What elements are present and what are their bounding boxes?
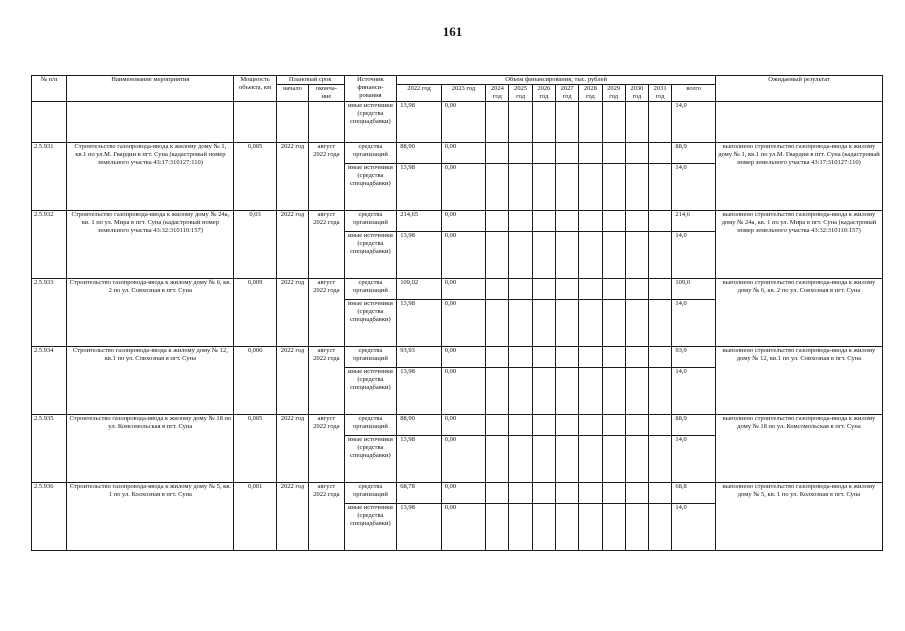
header-period: Плановый срок — [276, 76, 344, 85]
item-capacity: 0,001 — [234, 483, 276, 551]
value-2022: 13,98 — [397, 436, 442, 483]
source-cell: иные источники (средства спецнадбавки) — [344, 164, 397, 211]
source-cell: иные источники (средства спецнадбавки) — [344, 368, 397, 415]
item-number: 2.5.936 — [32, 483, 67, 551]
item-name: Строительство газопровода-ввода к жилому дому № 24а, кв. 1 по ул. Мира в пгт. Суна (кадастровый номер земельного участка 43:32:310110:157) — [67, 211, 234, 279]
header-year: 2024 год — [486, 85, 509, 102]
value-total: 14,0 — [672, 300, 716, 347]
item-result: выполнено строительство газопровода-ввода к жилому дому № 5, кв. 1 по ул. Колхозная в пгт. Суна — [715, 483, 882, 551]
value-2023: 0,00 — [441, 164, 486, 211]
value-total: 68,8 — [672, 483, 716, 504]
carryover-row — [32, 102, 883, 143]
value-total: 14,0 — [672, 164, 716, 211]
item-name: Строительство газопровода-ввода к жилому дому № 12, кв.1 по ул. Совхозная в пгт. Суна — [67, 347, 234, 415]
item-capacity: 0,005 — [234, 415, 276, 483]
source-cell: иные источники (средства спецнадбавки) — [344, 232, 397, 279]
item-end: август 2022 года — [309, 279, 344, 347]
item-name: Строительство газопровода-ввода к жилому дому № 1, кв.1 по ул.М. Гвардии в пгт. Суна (кадастровый номер земельного участка 43:17:310127:110) — [67, 143, 234, 211]
source-cell: иные источники (средства спецнадбавки) — [344, 504, 397, 551]
value-2023: 0,00 — [441, 347, 486, 368]
header-result: Ожидаемый результат — [715, 76, 882, 102]
item-end: август 2022 года — [309, 415, 344, 483]
source-cell: средства организаций — [344, 347, 397, 368]
header-year: 2025 год — [509, 85, 532, 102]
header-volume: Объем финансирования, тыс. рублей — [397, 76, 716, 85]
header-year: 2030 год — [625, 85, 648, 102]
item-start: 2022 год — [276, 347, 308, 415]
value-2023: 0,00 — [441, 102, 486, 143]
table-row — [32, 415, 883, 436]
header-year: 2029 год — [602, 85, 625, 102]
item-start: 2022 год — [276, 483, 308, 551]
table-row — [32, 279, 883, 300]
source-cell: иные источники (средства спецнадбавки) — [344, 102, 397, 143]
value-2023: 0,00 — [441, 368, 486, 415]
value-2023: 0,00 — [441, 504, 486, 551]
value-2022: 13,98 — [397, 102, 442, 143]
source-cell: средства организаций — [344, 483, 397, 504]
page-number: 161 — [442, 24, 463, 39]
item-capacity: 0,006 — [234, 347, 276, 415]
value-2023: 0,00 — [441, 143, 486, 164]
header-year: 2027 год — [555, 85, 578, 102]
item-number: 2.5.934 — [32, 347, 67, 415]
value-2022: 13,98 — [397, 368, 442, 415]
item-number: 2.5.931 — [32, 143, 67, 211]
header-no: № п/п — [32, 76, 67, 102]
table-row — [32, 143, 883, 164]
header-year: 2022 год — [397, 85, 442, 102]
item-name: Строительство газопровода-ввода к жилому дому № 18 по ул. Комсомольская в пгт. Суна — [67, 415, 234, 483]
header-year: 2028 год — [579, 85, 602, 102]
table-row — [32, 483, 883, 504]
item-result: выполнено строительство газопровода-ввода к жилому дому № 24а, кв. 1 по ул. Мира в пгт. Суна (кадастровый номер земельного участка 43:32:310110:157) — [715, 211, 882, 279]
value-2023: 0,00 — [441, 415, 486, 436]
item-end: август 2022 года — [309, 347, 344, 415]
value-2022: 88,90 — [397, 415, 442, 436]
item-capacity: 0,009 — [234, 279, 276, 347]
item-start: 2022 год — [276, 211, 308, 279]
item-result: выполнено строительство газопровода-ввода к жилому дому № 6, кв. 2 по ул. Совхозная в пгт. Суна — [715, 279, 882, 347]
item-capacity: 0,03 — [234, 211, 276, 279]
source-cell: средства организаций — [344, 279, 397, 300]
item-name: Строительство газопровода-ввода к жилому дому № 5, кв. 1 по ул. Колхозная в пгт. Суна — [67, 483, 234, 551]
item-number: 2.5.932 — [32, 211, 67, 279]
source-cell: средства организаций — [344, 415, 397, 436]
source-cell: иные источники (средства спецнадбавки) — [344, 300, 397, 347]
value-2022: 214,65 — [397, 211, 442, 232]
header-period-end: оконча-ние — [309, 85, 344, 102]
value-2023: 0,00 — [441, 232, 486, 279]
item-number: 2.5.935 — [32, 415, 67, 483]
header-year: 2023 год — [441, 85, 486, 102]
source-cell: средства организаций — [344, 211, 397, 232]
financing-table — [31, 75, 883, 551]
value-total: 88,9 — [672, 415, 716, 436]
header-period-start: начало — [276, 85, 308, 102]
value-2023: 0,00 — [441, 211, 486, 232]
item-start: 2022 год — [276, 415, 308, 483]
value-2022: 13,98 — [397, 164, 442, 211]
table-row — [32, 347, 883, 368]
value-2022: 88,90 — [397, 143, 442, 164]
item-name: Строительство газопровода-ввода к жилому дому № 6, кв. 2 по ул. Совхозная в пгт. Суна — [67, 279, 234, 347]
value-2022: 13,98 — [397, 232, 442, 279]
value-total: 14,0 — [672, 368, 716, 415]
value-2022: 13,98 — [397, 300, 442, 347]
table-row — [32, 211, 883, 232]
header-total: всего — [672, 85, 716, 102]
header-name: Наименование мероприятия — [67, 76, 234, 102]
value-2023: 0,00 — [441, 300, 486, 347]
item-end: август 2022 года — [309, 211, 344, 279]
value-2022: 68,78 — [397, 483, 442, 504]
item-start: 2022 год — [276, 279, 308, 347]
value-2022: 109,02 — [397, 279, 442, 300]
source-cell: средства организаций — [344, 143, 397, 164]
source-cell: иные источники (средства спецнадбавки) — [344, 436, 397, 483]
header-year: 2026 год — [532, 85, 555, 102]
value-total: 88,9 — [672, 143, 716, 164]
value-2022: 13,98 — [397, 504, 442, 551]
item-result: выполнено строительство газопровода-ввода к жилому дому № 1, кв.1 по ул.М. Гвардии в пгт. Суна (кадастровый номер земельного участка 43:17:310127:110) — [715, 143, 882, 211]
item-result: выполнено строительство газопровода-ввода к жилому дому № 12, кв.1 по ул. Совхозная в пгт. Суна — [715, 347, 882, 415]
value-total: 214,6 — [672, 211, 716, 232]
item-capacity: 0,005 — [234, 143, 276, 211]
value-total: 14,0 — [672, 232, 716, 279]
value-2022: 93,93 — [397, 347, 442, 368]
value-2023: 0,00 — [441, 279, 486, 300]
item-end: август 2022 года — [309, 143, 344, 211]
value-total: 109,0 — [672, 279, 716, 300]
value-2023: 0,00 — [441, 436, 486, 483]
value-total: 93,9 — [672, 347, 716, 368]
item-number: 2.5.933 — [32, 279, 67, 347]
item-start: 2022 год — [276, 143, 308, 211]
item-end: август 2022 года — [309, 483, 344, 551]
value-total: 14,0 — [672, 102, 716, 143]
value-total: 14,0 — [672, 504, 716, 551]
value-total: 14,0 — [672, 436, 716, 483]
item-result: выполнено строительство газопровода-ввода к жилому дому № 18 по ул. Комсомольская в пгт. Суна — [715, 415, 882, 483]
header-capacity: Мощность объекта, км — [234, 76, 276, 102]
header-source: Источник финанси-рования — [344, 76, 397, 102]
value-2023: 0,00 — [441, 483, 486, 504]
header-year: 2031 год — [649, 85, 672, 102]
